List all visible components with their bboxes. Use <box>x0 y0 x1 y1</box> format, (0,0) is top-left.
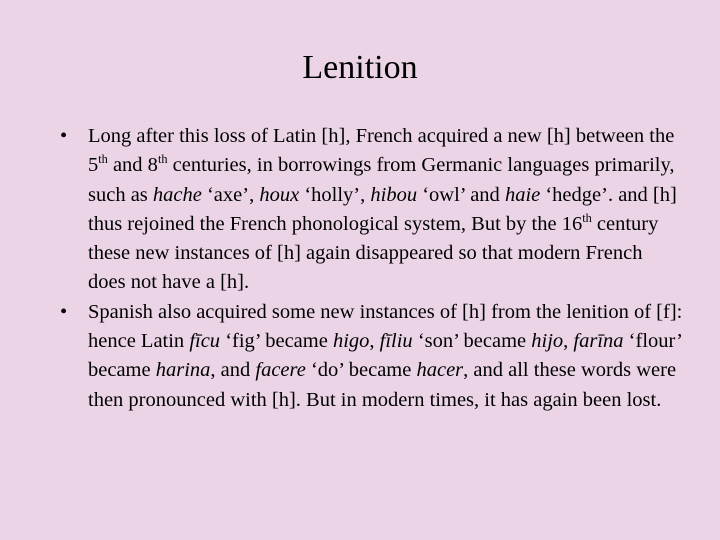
text-run: and 8 <box>107 154 158 177</box>
italic-word: haie <box>504 183 541 206</box>
text-run: ‘son’ became <box>412 330 532 353</box>
text-run: ‘holly’, <box>299 183 371 206</box>
bullet-text <box>88 125 677 293</box>
superscript: th <box>582 211 592 226</box>
text-run: ‘owl’ and <box>417 183 505 206</box>
text-run: ‘axe’, <box>201 183 260 206</box>
superscript: th <box>98 152 108 167</box>
italic-word: fīliu <box>379 330 413 353</box>
text-run: ‘do’ became <box>305 359 417 382</box>
bullet-marker: • <box>60 300 68 323</box>
italic-word: hache <box>152 183 202 206</box>
text-run: , <box>369 330 380 353</box>
italic-word: facere <box>255 359 306 382</box>
text-run: ‘hedge’. and [h] thus rejoined the French phonological system, But by the 16 <box>88 183 677 235</box>
text-run: Spanish also acquired some new instances of [h] from the lenition of [f]: hence Latin <box>88 300 683 353</box>
italic-word: harina <box>155 359 211 382</box>
italic-word: hibou <box>370 183 418 206</box>
slide-title: Lenition <box>302 49 418 86</box>
bullet-list <box>60 122 685 415</box>
text-run: centuries, in borrowings from Germanic languages primarily, such as <box>88 154 675 206</box>
superscript: th <box>157 152 168 167</box>
text-run: century these new instances of [h] again disappeared so that modern French does not have a [h]. <box>88 212 659 294</box>
bullet-item-spanish <box>60 298 685 415</box>
text-run: , and all these words were then pronounced with [h]. But in modern times, it has again been lost. <box>88 359 677 411</box>
italic-word: hijo <box>531 330 564 353</box>
italic-word: hacer <box>416 359 464 382</box>
bullet-text <box>88 301 682 411</box>
text-run: , and <box>210 359 256 382</box>
text-run: Long after this loss of Latin [h], French acquired a new [h] between the 5 <box>88 125 675 177</box>
italic-word: farīna <box>573 330 624 353</box>
bullet-item-french <box>60 122 685 298</box>
text-run: ‘flour’ became <box>88 330 682 382</box>
italic-word: houx <box>259 183 300 206</box>
italic-word: higo <box>332 330 370 353</box>
bullet-marker: • <box>60 125 68 147</box>
text-run: ‘fig’ became <box>220 330 333 353</box>
italic-word: fīcu <box>189 330 221 353</box>
text-run: , <box>563 330 574 353</box>
